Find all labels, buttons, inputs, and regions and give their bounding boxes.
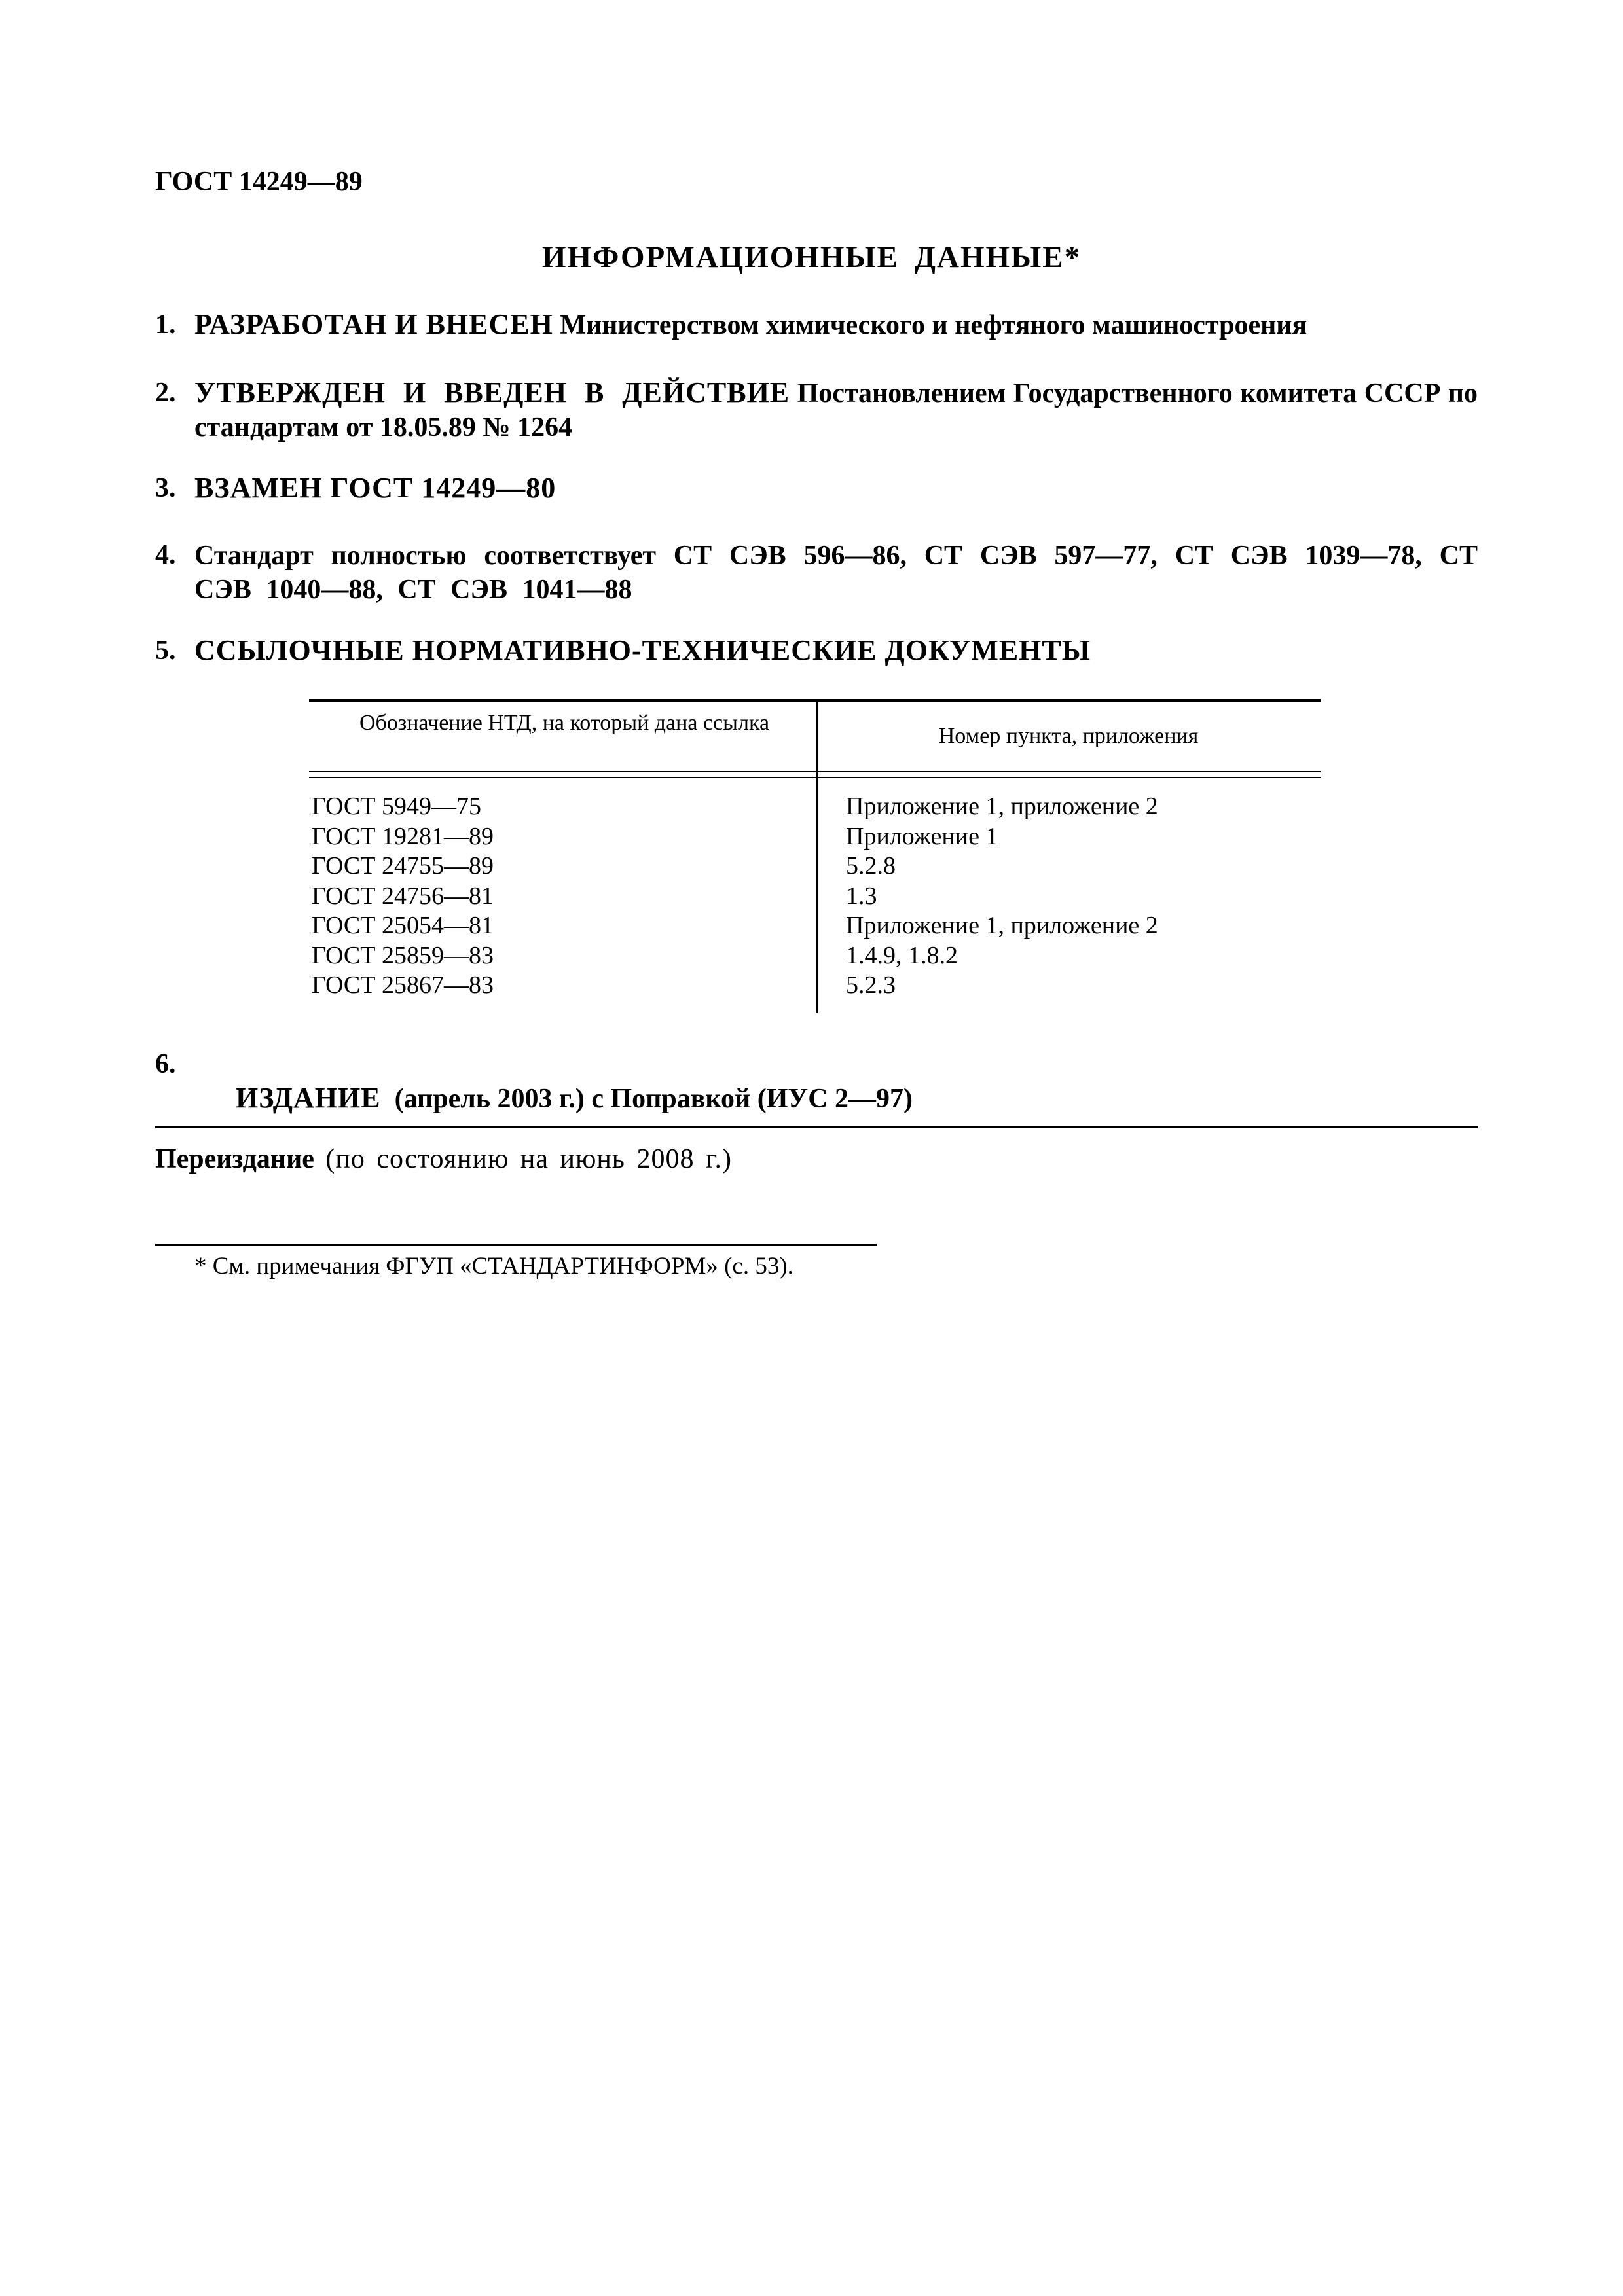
table-column-refs: [846, 792, 1317, 1001]
table-header-ref: Номер пункта, приложения: [938, 724, 1199, 748]
table-cell-ref: 1.4.9, 1.8.2: [846, 941, 958, 969]
item-lead: РАЗРАБОТАН И ВНЕСЕН: [194, 308, 553, 340]
table-cell-doc: ГОСТ 24756—81: [312, 882, 494, 910]
item-lead: ВЗАМЕН ГОСТ 14249—80: [194, 472, 556, 504]
table-cell-doc: ГОСТ 24755—89: [312, 852, 494, 880]
table-header-rule-double: [309, 777, 1321, 778]
table-cell-doc: ГОСТ 5949—75: [312, 793, 481, 820]
table-cell-ref: 5.2.3: [846, 971, 896, 999]
item-text: Стандарт полностью соответствует СТ СЭВ 596—86, СТ СЭВ 597—77, СТ СЭВ 1039—78, СТ СЭВ 1040—88, СТ СЭВ 1041—88: [194, 541, 1478, 605]
table-cell-doc: ГОСТ 25867—83: [312, 971, 494, 999]
table-cell-ref: 1.3: [846, 882, 877, 910]
reissue-lead: Переиздание: [155, 1144, 314, 1174]
footnote-divider: [155, 1244, 877, 1246]
reissue-text: (по состоянию на июнь 2008 г.): [314, 1144, 732, 1174]
table-column-docs: [312, 792, 809, 1001]
item-number: 1.: [155, 310, 176, 340]
table-cell-ref: Приложение 1, приложение 2: [846, 793, 1158, 820]
item-lead: ССЫЛОЧНЫЕ НОРМАТИВНО-ТЕХНИЧЕСКИЕ ДОКУМЕНТЫ: [194, 634, 1091, 666]
standard-code: ГОСТ 14249—89: [155, 167, 363, 197]
item-number: 2.: [155, 378, 176, 408]
reissue-note: [155, 1142, 732, 1176]
item-number: 5.: [155, 636, 176, 666]
info-item-6: [155, 1047, 1478, 1150]
item-number: 3.: [155, 473, 176, 503]
item-text: Постановлением Государственного комитета СССР по стандартам от 18.05.89 № 1264: [194, 378, 1478, 442]
item-text: (апрель 2003 г.) с Поправкой (ИУС 2—97): [380, 1084, 913, 1114]
table-cell-ref: Приложение 1: [846, 822, 998, 850]
reference-documents-table: [309, 699, 1321, 1013]
table-cell-ref: 5.2.8: [846, 852, 896, 880]
table-cell-ref: Приложение 1, приложение 2: [846, 912, 1158, 939]
item-text: Министерством химического и нефтяного машиностроения: [553, 310, 1307, 340]
info-item-1: [155, 308, 1478, 342]
item-lead: УТВЕРЖДЕН И ВВЕДЕН В ДЕЙСТВИЕ: [194, 376, 790, 408]
section-divider: [155, 1126, 1478, 1128]
table-top-rule: [309, 699, 1321, 702]
info-item-3: [155, 471, 1478, 506]
table-cell-doc: ГОСТ 25859—83: [312, 941, 494, 969]
info-item-2: [155, 376, 1478, 444]
table-header-doc: Обозначение НТД, на который дана ссылка: [359, 711, 770, 735]
info-item-4: [155, 538, 1478, 607]
info-item-5: [155, 634, 1478, 668]
item-number: 4.: [155, 540, 176, 570]
table-cell-doc: ГОСТ 19281—89: [312, 822, 494, 850]
item-number: 6.: [155, 1049, 176, 1079]
table-header-rule: [309, 771, 1321, 772]
footnote: * См. примечания ФГУП «СТАНДАРТИНФОРМ» (с. 53).: [194, 1253, 793, 1280]
table-cell-doc: ГОСТ 25054—81: [312, 912, 494, 939]
table-column-divider: [816, 699, 818, 1013]
item-lead: ИЗДАНИЕ: [236, 1082, 381, 1114]
page-title: ИНФОРМАЦИОННЫЕ ДАННЫЕ*: [541, 240, 1082, 274]
